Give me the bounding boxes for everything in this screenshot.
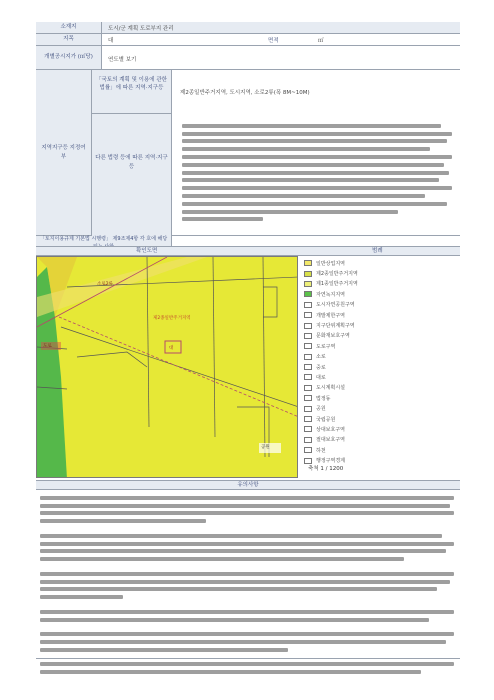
legend-item xyxy=(304,445,460,455)
legend-item xyxy=(304,372,460,382)
legend-swatch xyxy=(304,385,312,391)
map-road-label: 소로2류 xyxy=(97,282,113,287)
legend-item xyxy=(304,424,460,434)
land-use-document xyxy=(36,22,460,642)
legend-list xyxy=(304,256,460,466)
legend-swatch xyxy=(304,416,312,422)
legend-label: 자연녹지지역 xyxy=(316,291,345,298)
legend-item xyxy=(304,279,460,289)
legend-label: 도로구역 xyxy=(316,343,336,350)
legend-label: 문화재보호구역 xyxy=(316,333,350,340)
header-value: 도시/군 계획 도로부지 관리 xyxy=(108,26,174,32)
zoning-sub2-text: 다른 법령 등에 따른 지역·지구등 xyxy=(95,155,168,170)
map-scale: 축척 1 / 1200 xyxy=(308,466,344,472)
land-category-label: 지목 xyxy=(36,34,102,45)
legend-label: 제2종일반주거지역 xyxy=(316,271,358,278)
legend-swatch xyxy=(304,260,312,266)
legend-item xyxy=(304,403,460,413)
legend-label: 대로 xyxy=(316,374,326,381)
notes-section-header xyxy=(36,480,460,490)
map-left-label: 도로 xyxy=(43,344,52,349)
legend-swatch xyxy=(304,447,312,453)
legend-label: 일반상업지역 xyxy=(316,260,345,267)
legend-label: 법정동 xyxy=(316,395,331,402)
header-row xyxy=(36,22,460,34)
legend-label: 개발제한구역 xyxy=(316,312,345,319)
legend-swatch xyxy=(304,426,312,432)
map-section-header xyxy=(36,246,460,256)
legend-label: 상대보호구역 xyxy=(316,426,345,433)
zoning-sub2-label xyxy=(92,114,172,236)
legend-item xyxy=(304,362,460,372)
legend-item xyxy=(304,268,460,278)
legend-item xyxy=(304,435,460,445)
zoning-sub2-value xyxy=(182,120,452,225)
land-category-value: 대 xyxy=(108,38,114,44)
legend-label: 소로 xyxy=(316,354,326,361)
legend-swatch xyxy=(304,364,312,370)
zoning-block xyxy=(36,70,460,236)
legend-item xyxy=(304,352,460,362)
legend-label: 하천 xyxy=(316,447,326,454)
page-bottom-border xyxy=(36,658,460,659)
legend-label: 도시자연공원구역 xyxy=(316,302,355,309)
legend-item xyxy=(304,341,460,351)
legend-swatch xyxy=(304,343,312,349)
legend-swatch xyxy=(304,323,312,329)
legend-item xyxy=(304,383,460,393)
legend-swatch xyxy=(304,437,312,443)
parcel-info-row xyxy=(36,34,460,46)
legend-label: 범례 xyxy=(372,248,383,254)
legend-item xyxy=(304,320,460,330)
legend-swatch xyxy=(304,312,312,318)
legend-label: 국립공원 xyxy=(316,416,336,423)
legend-swatch xyxy=(304,271,312,277)
map-corner-label: 공원 xyxy=(261,445,270,450)
zoning-footer-label: 「토지이용규제 기본법 시행령」 제9조제4항 각 호에 해당 xyxy=(36,236,172,251)
legend-label: 절대보호구역 xyxy=(316,437,345,444)
zoning-sub1-label xyxy=(92,70,172,114)
legend-item xyxy=(304,289,460,299)
legend-swatch xyxy=(304,374,312,380)
legend-item xyxy=(304,331,460,341)
map-zone-label: 제2종일반주거지역 xyxy=(153,316,191,321)
land-price-link[interactable]: 연도별 보기 xyxy=(108,57,137,63)
legend-label: 제1종일반주거지역 xyxy=(316,281,358,288)
legend-swatch xyxy=(304,302,312,308)
zoning-sub1-text: 「국토의 계획 및 이용에 관한 법률」에 따른 지역·지구등 xyxy=(96,77,167,92)
legend-item xyxy=(304,414,460,424)
area-label: 면적 xyxy=(268,38,279,44)
legend-swatch xyxy=(304,458,312,464)
legend-item xyxy=(304,310,460,320)
legend-swatch xyxy=(304,291,312,297)
legend-label: 중로 xyxy=(316,364,326,371)
legend-label: 도시계획시설 xyxy=(316,385,345,392)
legend-label: 행정구역경계 xyxy=(316,458,345,465)
notes-title: 유의사항 xyxy=(237,482,259,488)
legend-item xyxy=(304,258,460,268)
legend-swatch xyxy=(304,395,312,401)
legend-label: 지구단위계획구역 xyxy=(316,323,355,330)
map-label: 확인도면 xyxy=(136,248,158,254)
confirmation-map xyxy=(36,256,298,478)
area-value: ㎡ xyxy=(318,38,324,44)
legend-swatch xyxy=(304,354,312,360)
land-price-label: 개별공시지가 (㎡당) xyxy=(36,46,102,69)
legend-swatch xyxy=(304,406,312,412)
map-svg xyxy=(37,257,298,478)
map-parcel-label: 대 xyxy=(169,346,174,351)
legend-label: 공원 xyxy=(316,406,326,413)
map-legend xyxy=(304,256,460,478)
notes-body xyxy=(40,492,454,678)
zoning-section-label: 지역지구등 지정여부 xyxy=(36,70,92,235)
price-row xyxy=(36,46,460,70)
legend-swatch xyxy=(304,281,312,287)
header-label: 소재지 xyxy=(36,22,102,33)
legend-swatch xyxy=(304,333,312,339)
legend-item xyxy=(304,300,460,310)
zoning-sub1-value: 제2종일반주거지역, 도시지역, 소로2류(폭 8M~10M) xyxy=(180,90,310,96)
legend-item xyxy=(304,393,460,403)
